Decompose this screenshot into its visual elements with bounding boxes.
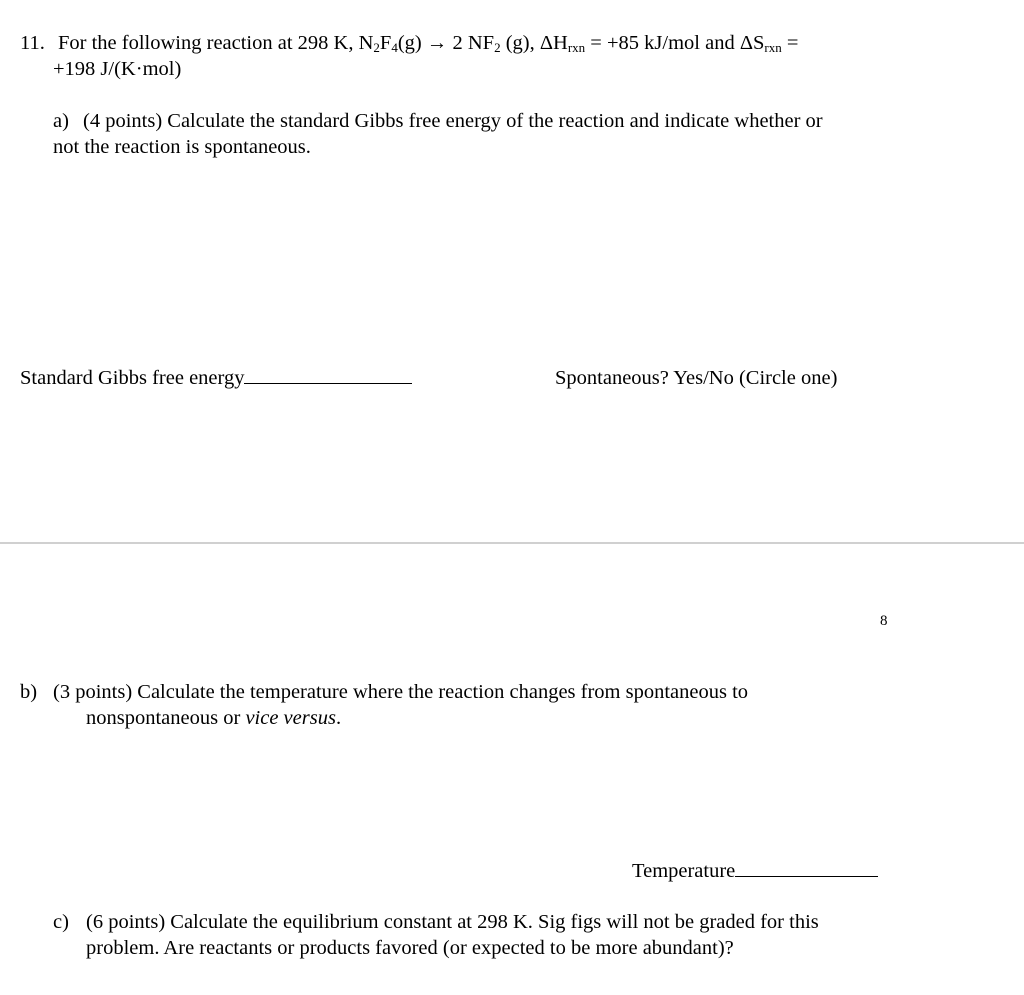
question-intro-line2: +198 J/(K·mol) [53, 58, 182, 80]
part-b-label: b) [20, 681, 38, 703]
part-b-text-italic: vice versus [245, 707, 336, 729]
temperature-answer-row [632, 860, 878, 883]
subscript: 2 [373, 40, 380, 55]
question-intro-part: (g), ΔH [500, 32, 568, 54]
part-b-text-line1: (3 points) Calculate the temperature where the reaction changes from spontaneous to [53, 681, 749, 703]
part-b-text-period: . [335, 707, 342, 729]
subscript: rxn [567, 40, 586, 55]
subscript: rxn [764, 40, 782, 55]
part-b-text-plain: nonspontaneous or [86, 707, 246, 729]
page-divider [0, 542, 1024, 544]
part-c-text-line1: (6 points) Calculate the equilibrium constant at 298 K. Sig figs will not be graded for this [86, 911, 819, 933]
subscript: 4 [391, 40, 398, 55]
page-number: 8 [880, 613, 888, 629]
part-a-text-line2: not the reaction is spontaneous. [53, 136, 311, 158]
temperature-answer-blank[interactable] [735, 876, 878, 877]
question-intro-part: = [781, 32, 799, 54]
part-c-text-line2: problem. Are reactants or products favored (or expected to be more abundant)? [86, 937, 734, 959]
question-intro [58, 32, 798, 55]
question-intro-part: = +85 kJ/mol and ΔS [585, 32, 765, 54]
spontaneous-prompt: Spontaneous? Yes/No (Circle one) [555, 367, 838, 389]
gibbs-answer-row [20, 367, 412, 390]
question-number: 11. [20, 32, 45, 54]
part-c-label: c) [53, 911, 69, 933]
part-a-text-line1: (4 points) Calculate the standard Gibbs free energy of the reaction and indicate whether or [83, 110, 823, 132]
temperature-answer-label: Temperature [632, 860, 736, 882]
question-intro-part: (g) → 2 NF [397, 32, 495, 54]
question-intro-part: For the following reaction at 298 K, N [58, 32, 374, 54]
subscript: 2 [494, 40, 501, 55]
gibbs-answer-blank[interactable] [244, 383, 412, 384]
part-b-text-line2 [86, 707, 341, 730]
part-a-label: a) [53, 110, 69, 132]
question-intro-part: F [379, 32, 392, 54]
gibbs-answer-label: Standard Gibbs free energy [20, 367, 245, 389]
